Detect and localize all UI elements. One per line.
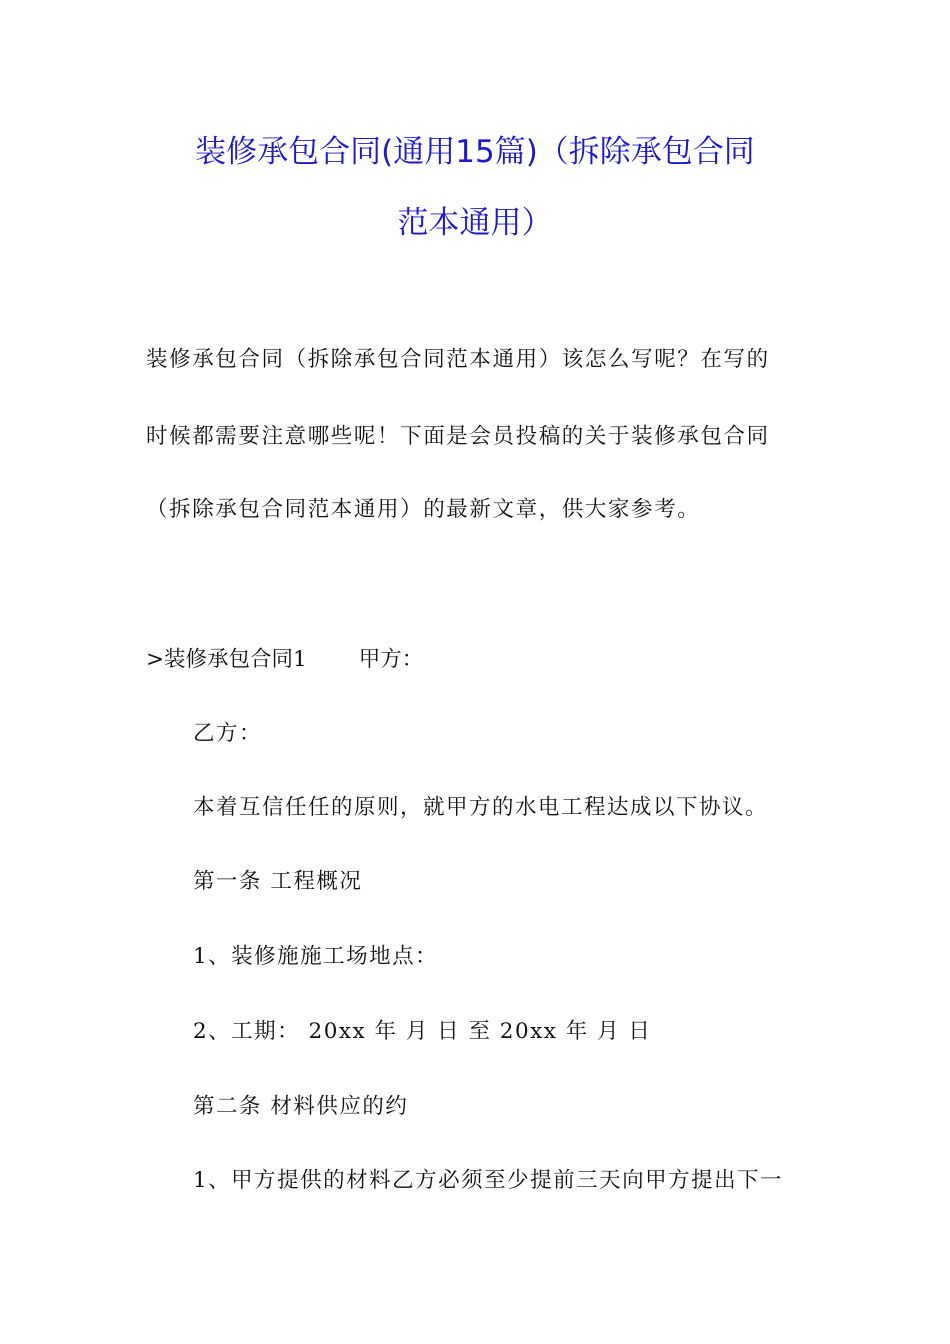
- article-1-item-1: 1、装修施施工场地点：: [193, 944, 439, 969]
- article-2-title: 第二条 材料供应的约: [193, 1094, 409, 1119]
- principle-text: 本着互信任任的原则，就甲方的水电工程达成以下协议。: [193, 795, 769, 820]
- section-heading: >装修承包合同1: [146, 647, 307, 672]
- intro-line-3: （拆除承包合同范本通用）的最新文章，供大家参考。: [146, 497, 701, 522]
- article-1-item-2: 2、工期： 20xx 年 月 日 至 20xx 年 月 日: [193, 1019, 652, 1044]
- article-2-item-1: 1、甲方提供的材料乙方必须至少提前三天向甲方提出下一: [193, 1168, 784, 1193]
- article-1-title: 第一条 工程概况: [193, 869, 363, 894]
- intro-line-1: 装修承包合同（拆除承包合同范本通用）该怎么写呢？在写的: [146, 347, 770, 372]
- intro-line-2: 时候都需要注意哪些呢！下面是会员投稿的关于装修承包合同: [146, 424, 770, 449]
- title-line-1: 装修承包合同(通用15篇)（拆除承包合同: [195, 134, 755, 170]
- section-heading-row: [146, 649, 423, 671]
- party-b-label: 乙方：: [193, 721, 263, 746]
- title-line-2: 范本通用）: [397, 205, 553, 241]
- party-a-label: 甲方：: [358, 647, 424, 672]
